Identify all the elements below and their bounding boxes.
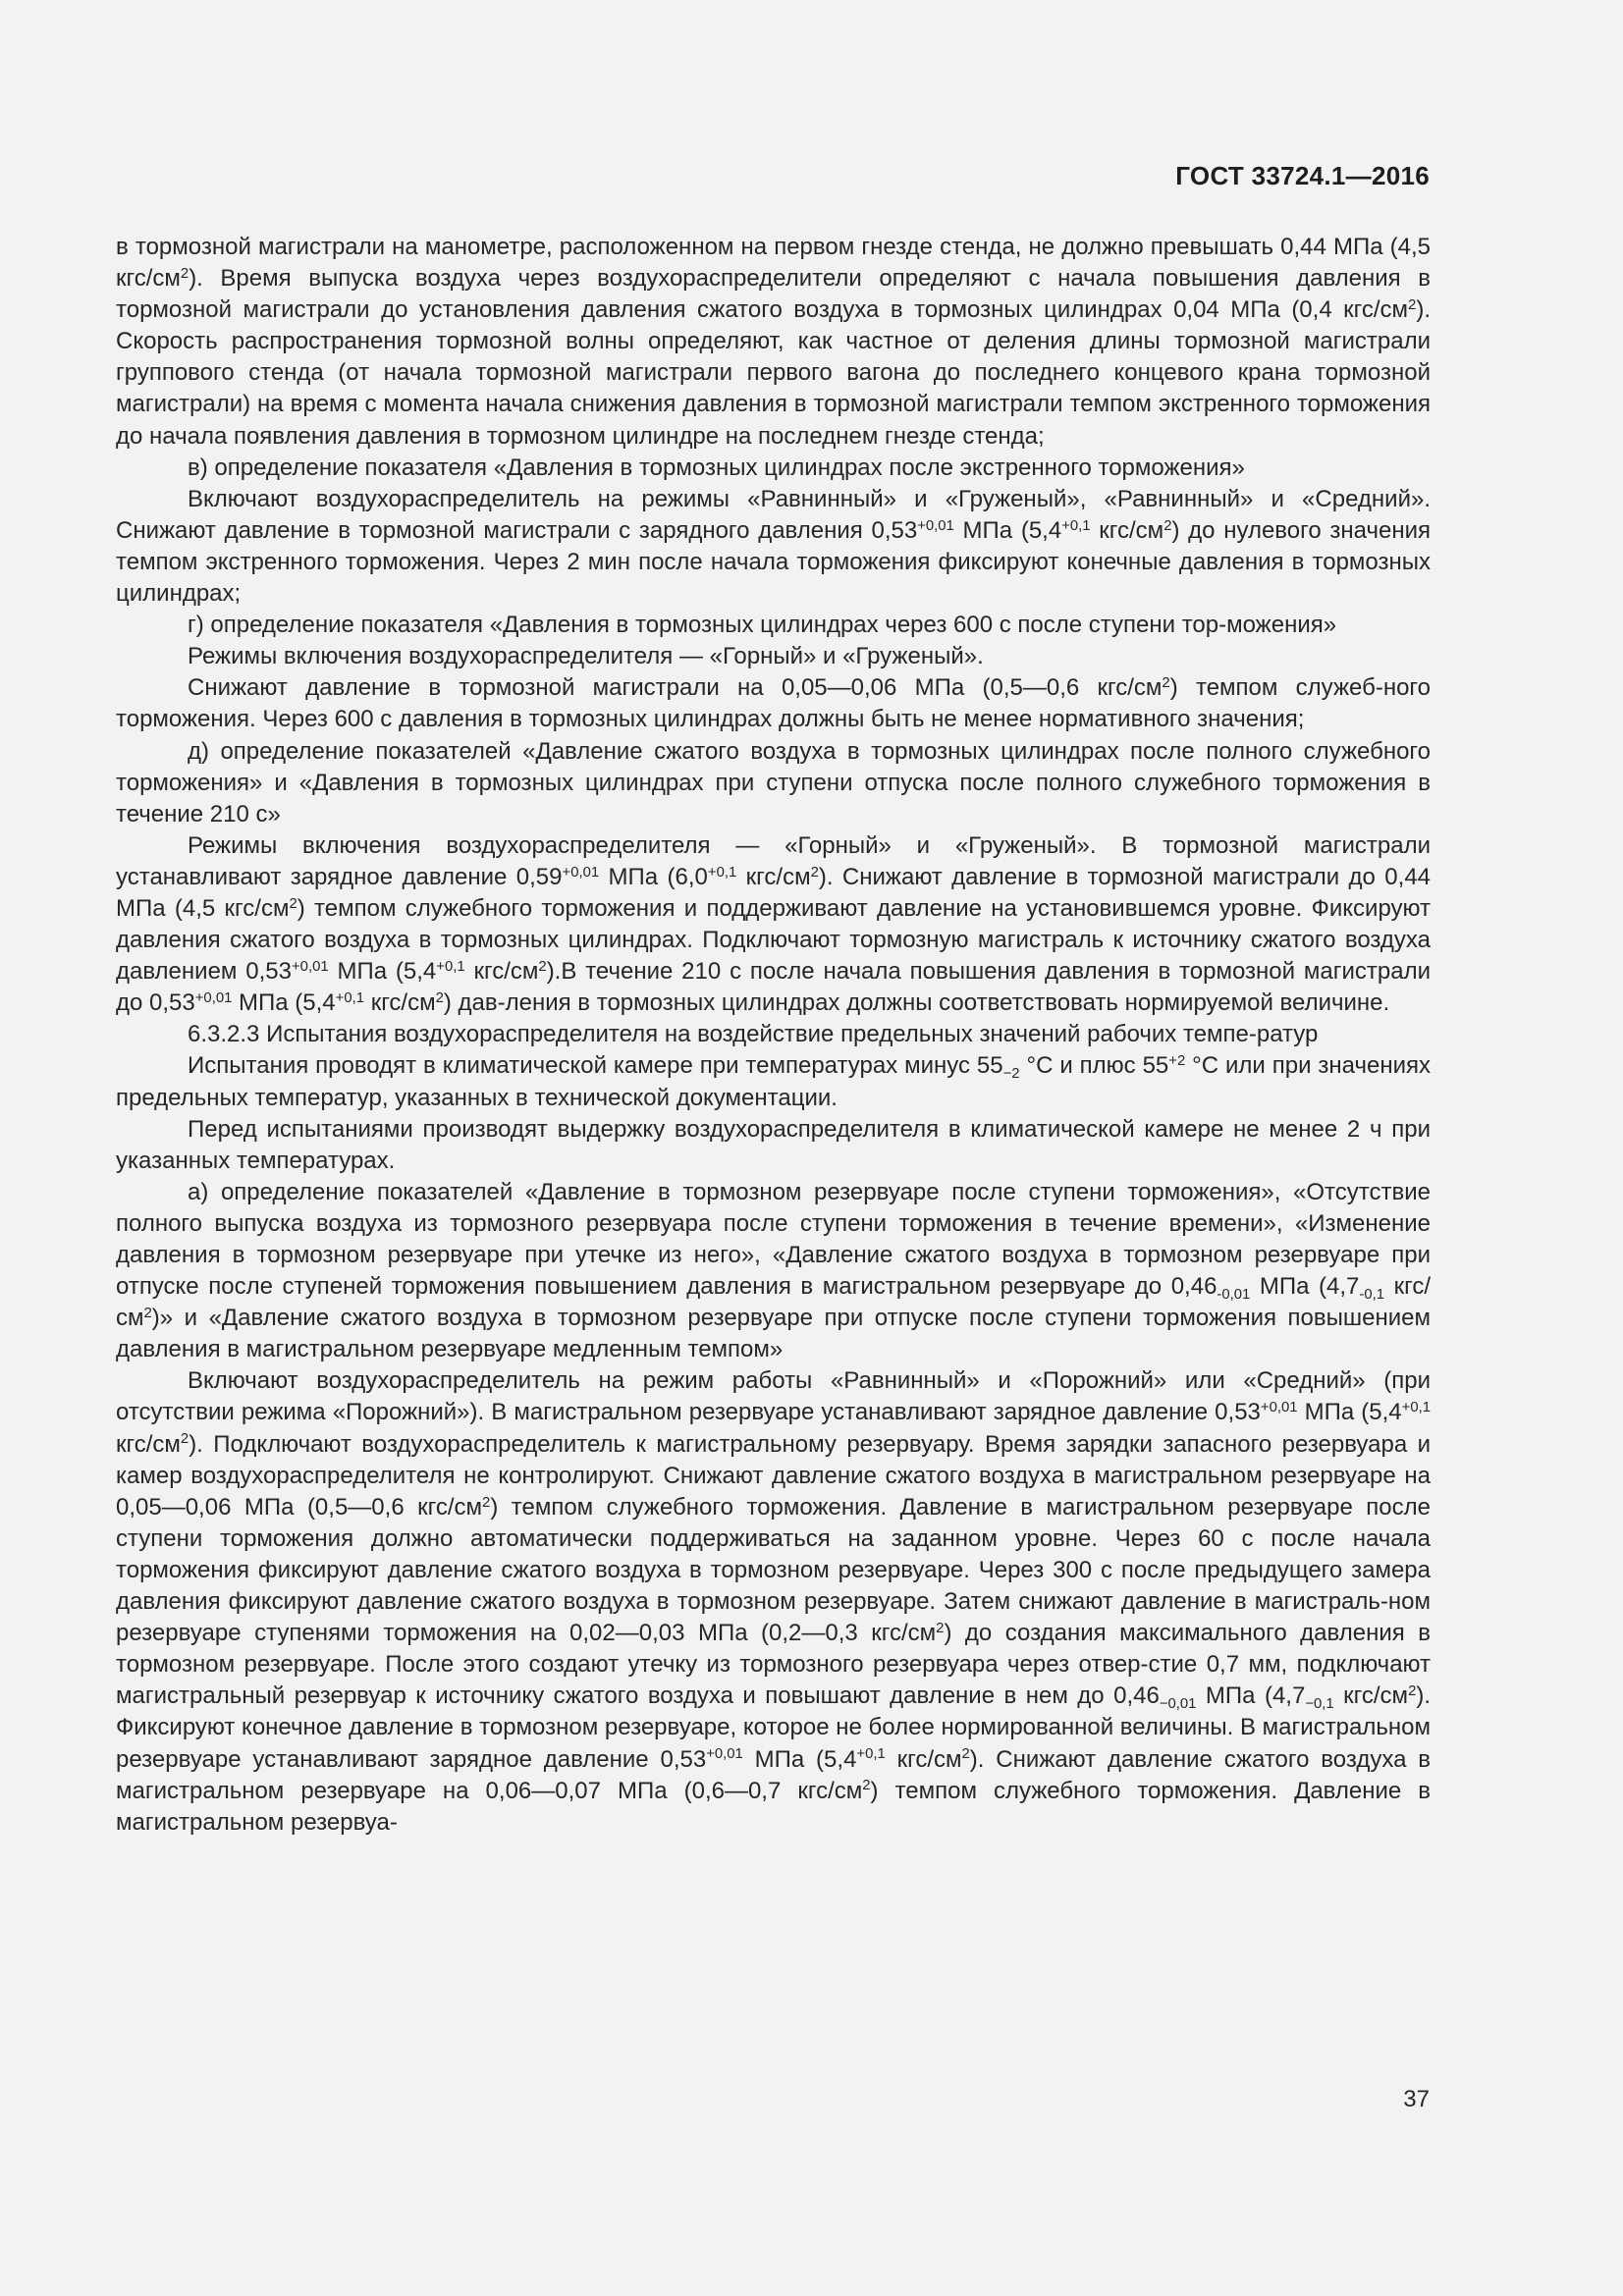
paragraph-continuation: в тормозной магистрали на манометре, расположенном на первом гнезде стенда, не должно превышать 0,44 МПа (4,5 кгс/$см^2$). Время выпуска воздуха через воздухораспределители определяют с начала повышения давления в тормозной магистрали до установления давления сжатого воздуха в тормозных цилиндрах 0,04 МПа (0,4 кгс/$см^2$). Скорость распространения тормозной волны определяют, как частное от деления длины тормозной магистрали группового стенда (от начала тормозной магистрали первого вагона до последнего концевого крана тормозной магистрали) на время с момента начала снижения давления в тормозной магистрали темпом экстренного торможения до начала появления давления в тормозном цилиндре на последнем гнезде стенда; xyxy=(116,234,1431,450)
paragraph-item-g: г) определение показателя «Давления в тормозных цилиндрах через 600 с после ступени тор-можения» xyxy=(188,612,1337,639)
paragraph: Режимы включения воздухораспределителя — «Горный» и «Груженый». В тормозной магистрали устанавливают зарядное давление $0,59^{+0,01}$ МПа ($6,0^{+0,1}$ кгс/$см^2$). Снижают давление в тормозной магистрали до 0,44 МПа (4,5 кгс/$см^2$) темпом служебного торможения и поддерживают давление на установившемся уровне. Фиксируют давления сжатого воздуха в тормозных цилиндрах. Подключают тормозную магистраль к источнику сжатого воздуха давлением $0,53^{+0,01}$ МПа ($5,4^{+0,1}$ кгс/$см^2).В$ течение 210 с после начала повышения давления в тормозной магистрали до $0,53^{+0,01}$ МПа ($5,4^{+0,1}$ кгс/$см^2$) дав-ления в тормозных цилиндрах должны соответствовать нормируемой величине. xyxy=(116,831,1432,1017)
paragraph-item-v: в) определение показателя «Давления в тормозных цилиндрах после экстренного торможения» xyxy=(188,454,1245,481)
paragraph-item-d: д) определение показателей «Давление сжатого воздуха в тормозных цилиндрах после полного служебного торможения» и «Давления в тормозных цилиндрах при ступени отпуска после полного служебного торможения в течение 210 с» xyxy=(116,737,1431,828)
paragraph: Перед испытаниями производят выдержку воздухораспределителя в климатической камере не менее 2 ч при указанных температурах. xyxy=(116,1115,1431,1174)
standard-header: ГОСТ 33724.1—2016 xyxy=(1175,161,1430,190)
paragraph: Испытания проводят в климатической камере при температурах минус $55_{-2}$ °С и плюс $55^{+2}$ °С или при значениях предельных температур, указанных в технической документации. xyxy=(116,1052,1431,1111)
page-number: 37 xyxy=(1403,2086,1430,2112)
paragraph: Снижают давление в тормозной магистрали на 0,05—0,06 МПа (0,5—0,6 кгс/$см^2$) темпом служеб-ного торможения. Через 600 с давления в тормозных цилиндрах должны быть не менее нормативного значения; xyxy=(116,674,1431,733)
paragraph: Режимы включения воздухораспределителя — «Горный» и «Груженый». xyxy=(188,643,984,670)
section-heading-6-3-2-3: 6.3.2.3 Испытания воздухораспределителя на воздействие предельных значений рабочих темпе-ратур xyxy=(188,1021,1319,1048)
paragraph: Включают воздухораспределитель на режим работы «Равнинный» и «Порожний» или «Средний» (при отсутствии режима «Порожний»). В магистральном резервуаре устанавливают зарядное давление $0,53^{+0,01}$ МПа ($5,4^{+0,1}$ кгс/$см^2$). Подключают воздухораспределитель к магистральному резервуару. Время зарядки запасного резервуара и камер воздухораспределителя не контролируют. Снижают давление сжатого воздуха в магистральном резервуаре на 0,05—0,06 МПа (0,5—0,6 кгс/$см^2$) темпом служебного торможения. Давление в магистральном резервуаре после ступени торможения должно автоматически поддерживаться на заданном уровне. Через 60 с после начала торможения фиксируют давление сжатого воздуха в тормозном резервуаре. Через 300 с после предыдущего замера давления фиксируют давление сжатого воздуха в тормозном резервуаре. Затем снижают давление в магистраль-ном резервуаре ступенями торможения на 0,02—0,03 МПа (0,2—0,3 кгс/$см^2$) до создания максимального давления в тормозном резервуаре. После этого создают утечку из тормозного резервуара через отвер-стие 0,7 мм, подключают магистральный резервуар к источнику сжатого воздуха и повышают давление в нем до $0,46_{-0,01}$ МПа ($4,7_{-0,1}$ кгс/$см^2$). Фиксируют конечное давление в тормозном резервуаре, которое не более нормированной величины. В магистральном резервуаре устанавливают зарядное давление $0,53^{+0,01}$ МПа ($5,4^{+0,1}$ кгс/$см^2$). Снижают давление сжатого воздуха в магистральном резервуаре на 0,06—0,07 МПа (0,6—0,7 кгс/$см^2$) темпом служебного торможения. Давление в магистральном резервуа- xyxy=(116,1367,1432,1836)
paragraph: Включают воздухораспределитель на режимы «Равнинный» и «Груженый», «Равнинный» и «Средний». Снижают давление в тормозной магистрали с зарядного давления $0,53^{+0,01}$ МПа ($5,4^{+0,1}$ кгс/$см^2$) до нулевого значения темпом экстренного торможения. Через 2 мин после начала торможения фиксируют конечные давления в тормозных цилиндрах; xyxy=(116,485,1432,608)
body-text xyxy=(116,232,1431,1839)
paragraph-item-a: а) определение показателей «Давление в тормозном резервуаре после ступени торможения», «Отсутствие полного выпуска воздуха из тормозного резервуара после ступени торможения в течение времени», «Изменение давления в тормозном резервуаре при утечке из него», «Давление сжатого воздуха в тормозном резервуаре при отпуске после ступеней торможения повышением давления в магистральном резервуаре до $0,46_{-0,01}$ МПа ($4,7_{-0,1}$ кгс/$см^2$)» и «Давление сжатого воздуха в тормозном резервуаре при отпуске после ступени торможения повышением давления в магистральном резервуаре медленным темпом» xyxy=(116,1178,1432,1363)
